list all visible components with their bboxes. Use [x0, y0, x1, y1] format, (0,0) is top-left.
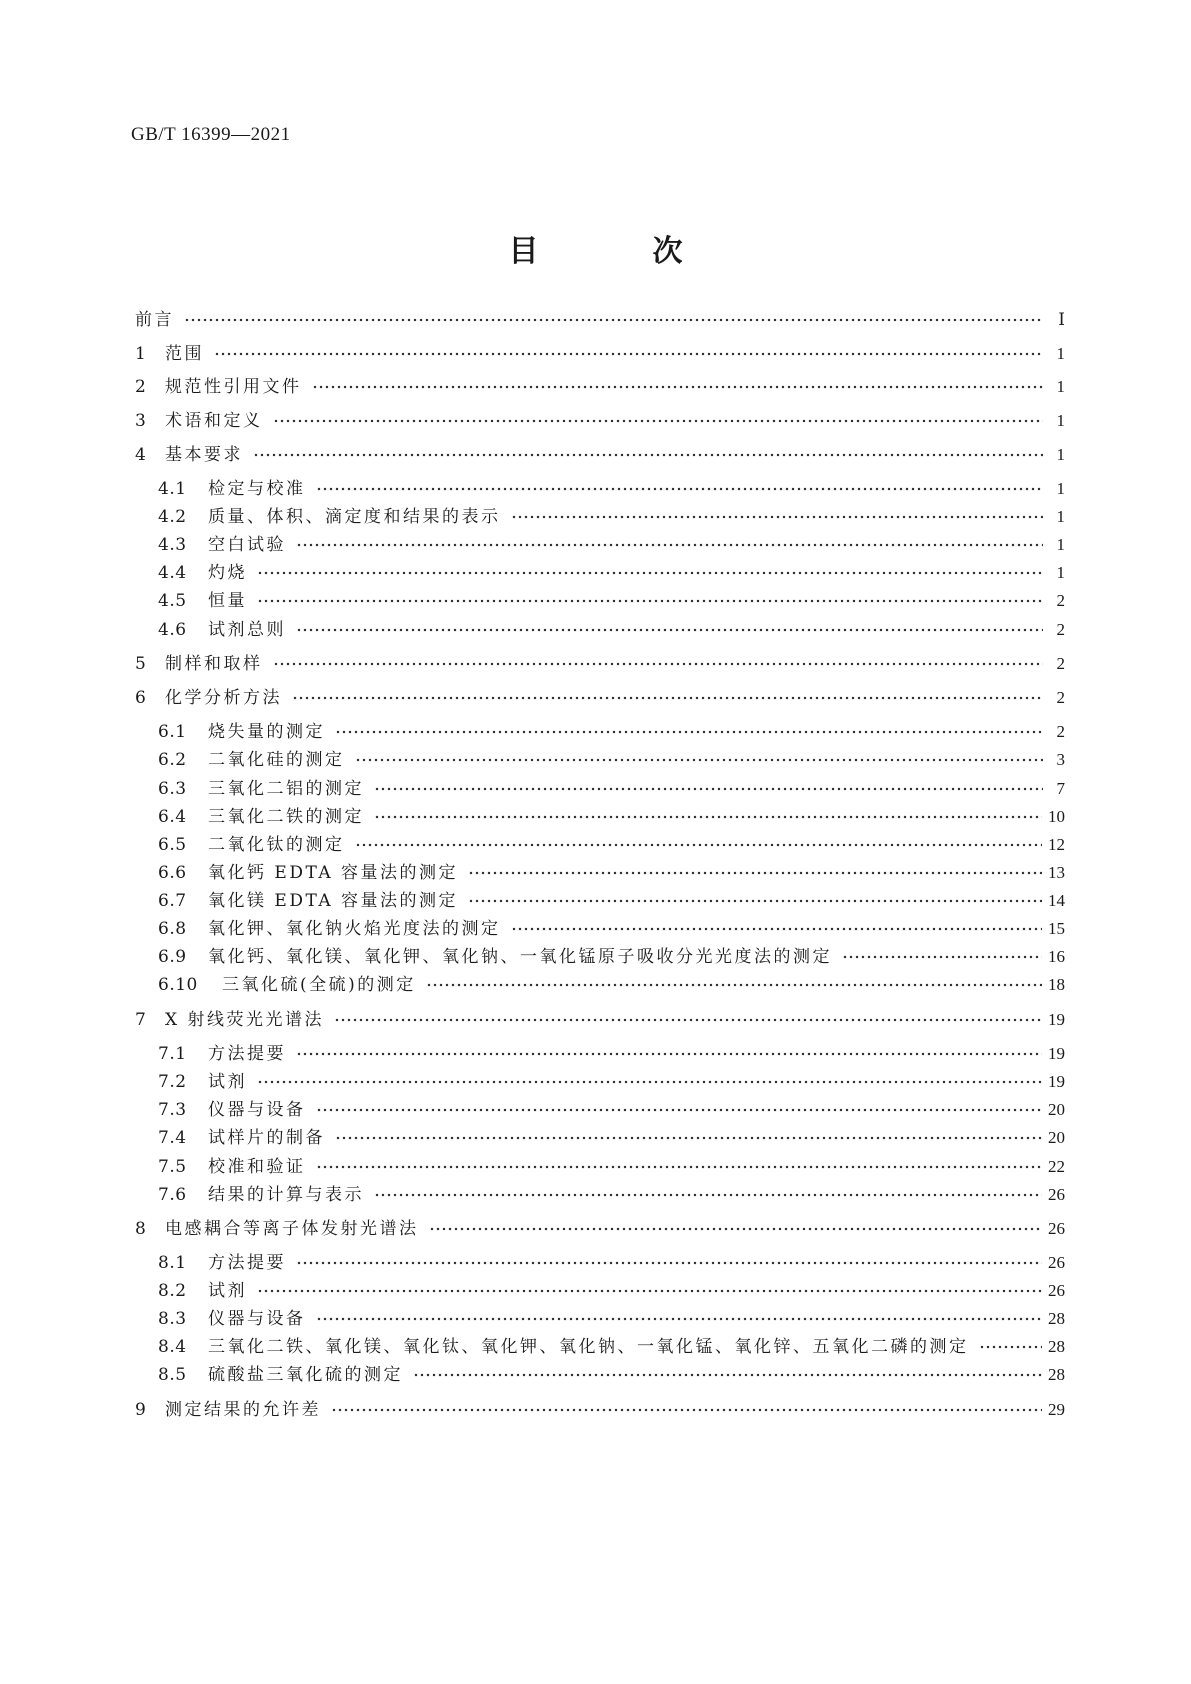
leader-dots	[316, 1313, 1043, 1325]
leader-dots	[468, 867, 1042, 879]
toc-entry-title: 恒量	[208, 591, 247, 611]
leader-dots	[331, 1404, 1042, 1416]
toc-entry-page: 20	[1048, 1128, 1065, 1147]
toc-entry-number: 7.2	[158, 1072, 187, 1092]
toc-entry[interactable]	[135, 408, 1065, 432]
toc-entry[interactable]	[135, 1216, 1065, 1240]
toc-entry-number: 6.10	[158, 975, 198, 995]
leader-dots	[374, 783, 1043, 795]
leader-dots	[468, 895, 1042, 907]
toc-entry-number: 7.4	[158, 1128, 187, 1148]
toc-entry-page: 3	[1056, 750, 1065, 769]
toc-entry-page: 29	[1048, 1400, 1065, 1419]
leader-dots	[511, 511, 1044, 523]
toc-entry-number: 4.4	[158, 563, 187, 583]
leader-dots	[253, 449, 1043, 461]
toc-entry[interactable]	[158, 888, 1065, 912]
toc-entry-page: 1	[1056, 445, 1065, 464]
toc-entry-number: 7.5	[158, 1157, 187, 1177]
toc-entry[interactable]	[158, 1250, 1065, 1274]
toc-entry-page: Ⅰ	[1058, 310, 1065, 329]
toc-entry[interactable]	[158, 776, 1065, 800]
toc-entry-number: 6.5	[158, 835, 187, 855]
toc-entry-page: 26	[1048, 1185, 1065, 1204]
toc-entry-title: 试样片的制备	[208, 1128, 325, 1148]
leader-dots	[316, 1104, 1043, 1116]
leader-dots	[426, 979, 1042, 991]
toc-entry[interactable]	[158, 804, 1065, 828]
toc-entry-page: 2	[1056, 591, 1065, 610]
leader-dots	[296, 1048, 1042, 1060]
toc-entry-page: 10	[1048, 807, 1065, 826]
toc-entry[interactable]	[158, 860, 1065, 884]
toc-entry-number: 6.3	[158, 779, 187, 799]
toc-entry-title: 方法提要	[208, 1044, 286, 1064]
leader-dots	[429, 1223, 1043, 1235]
toc-entry-title: 三氧化硫(全硫)的测定	[222, 975, 416, 995]
toc-entry-number: 6.7	[158, 891, 187, 911]
toc-entry-title: 二氧化硅的测定	[208, 750, 345, 770]
toc-entry-page: 26	[1048, 1281, 1065, 1300]
toc-entry-title: 化学分析方法	[165, 688, 282, 708]
toc-entry[interactable]	[158, 560, 1065, 584]
toc-entry-title: 灼烧	[208, 563, 247, 583]
toc-entry-number: 7.1	[158, 1044, 187, 1064]
toc-entry-number: 6.8	[158, 919, 187, 939]
toc-entry-page: 7	[1056, 779, 1065, 798]
toc-entry-page: 2	[1056, 688, 1065, 707]
leader-dots	[355, 839, 1043, 851]
toc-entry[interactable]	[158, 617, 1065, 641]
toc-entry-title: 结果的计算与表示	[208, 1185, 364, 1205]
leader-dots	[335, 726, 1043, 738]
toc-entry-title: 范围	[165, 344, 204, 364]
toc-entry-page: 19	[1048, 1072, 1065, 1091]
toc-entry-page: 1	[1056, 479, 1065, 498]
toc-entry-number: 9	[135, 1400, 147, 1420]
toc-entry-title: 仪器与设备	[208, 1309, 306, 1329]
toc-entry[interactable]	[135, 1007, 1065, 1031]
leader-dots	[214, 348, 1043, 360]
toc-entry-page: 1	[1056, 377, 1065, 396]
toc-entry-title: 氧化钙 EDTA 容量法的测定	[208, 863, 459, 883]
toc-entry[interactable]	[158, 1154, 1065, 1178]
leader-dots	[312, 381, 1044, 393]
toc-entry[interactable]	[135, 685, 1065, 709]
leader-dots	[413, 1369, 1042, 1381]
toc-entry[interactable]	[135, 307, 1065, 331]
toc-entry-page: 1	[1056, 344, 1065, 363]
table-of-contents	[135, 0, 1065, 1684]
toc-entry-title: 检定与校准	[208, 479, 306, 499]
toc-entry-page: 28	[1048, 1309, 1065, 1328]
toc-entry[interactable]	[135, 1397, 1065, 1421]
leader-dots	[257, 1076, 1042, 1088]
toc-entry-title: 制样和取样	[165, 654, 263, 674]
toc-entry[interactable]	[158, 1182, 1065, 1206]
toc-entry-number: 6.2	[158, 750, 187, 770]
leader-dots	[511, 923, 1043, 935]
toc-entry-number: 8	[135, 1219, 147, 1239]
toc-entry-number: 4.5	[158, 591, 187, 611]
toc-entry-page: 16	[1048, 947, 1065, 966]
toc-entry[interactable]	[158, 1362, 1065, 1386]
toc-entry-number: 1	[135, 344, 147, 364]
toc-entry[interactable]	[158, 504, 1065, 528]
toc-entry[interactable]	[158, 476, 1065, 500]
leader-dots	[273, 658, 1044, 670]
leader-dots	[316, 1161, 1043, 1173]
toc-entry-title: 试剂	[208, 1281, 247, 1301]
toc-entry-page: 28	[1048, 1365, 1065, 1384]
toc-entry-title: 仪器与设备	[208, 1100, 306, 1120]
toc-entry[interactable]	[135, 341, 1065, 365]
toc-entry-title: 氧化钾、氧化钠火焰光度法的测定	[208, 919, 501, 939]
toc-entry[interactable]	[135, 651, 1065, 675]
toc-entry-title: 三氧化二铁的测定	[208, 807, 364, 827]
leader-dots	[979, 1341, 1043, 1353]
toc-entry-page: 22	[1048, 1157, 1065, 1176]
toc-entry-title: 前言	[135, 310, 174, 330]
toc-entry[interactable]	[158, 972, 1065, 996]
toc-entry-number: 4.6	[158, 620, 187, 640]
toc-entry[interactable]	[158, 1278, 1065, 1302]
toc-entry-number: 4.2	[158, 507, 187, 527]
toc-entry-page: 28	[1048, 1337, 1065, 1356]
toc-entry[interactable]	[158, 832, 1065, 856]
toc-entry-number: 6.9	[158, 947, 187, 967]
toc-entry-number: 6.1	[158, 722, 187, 742]
toc-entry[interactable]	[158, 916, 1065, 940]
toc-entry-number: 4.1	[158, 479, 187, 499]
toc-entry-page: 15	[1048, 919, 1065, 938]
toc-entry-number: 3	[135, 411, 147, 431]
toc-entry-page: 19	[1048, 1044, 1065, 1063]
leader-dots	[257, 1285, 1042, 1297]
standard-number: GB/T 16399—2021	[131, 124, 291, 145]
toc-entry-page: 26	[1048, 1219, 1065, 1238]
toc-entry-title: X 射线荧光光谱法	[165, 1010, 325, 1030]
toc-entry-title: 质量、体积、滴定度和结果的表示	[208, 507, 501, 527]
toc-entry-number: 6	[135, 688, 147, 708]
toc-entry[interactable]	[158, 532, 1065, 556]
toc-entry-title: 术语和定义	[165, 411, 263, 431]
toc-entry-number: 7.6	[158, 1185, 187, 1205]
toc-entry[interactable]	[158, 1097, 1065, 1121]
leader-dots	[292, 692, 1043, 704]
leader-dots	[257, 567, 1043, 579]
toc-entry-page: 19	[1048, 1010, 1065, 1029]
toc-entry-page: 2	[1056, 722, 1065, 741]
toc-entry-title: 氧化钙、氧化镁、氧化钾、氧化钠、一氧化锰原子吸收分光光度法的测定	[208, 947, 832, 967]
toc-entry[interactable]	[158, 719, 1065, 743]
toc-entry-number: 2	[135, 377, 147, 397]
toc-entry-title: 烧失量的测定	[208, 722, 325, 742]
toc-entry-title: 硫酸盐三氧化硫的测定	[208, 1365, 403, 1385]
toc-entry-number: 7.3	[158, 1100, 187, 1120]
toc-entry-page: 2	[1056, 654, 1065, 673]
leader-dots	[296, 1257, 1042, 1269]
leader-dots	[296, 624, 1043, 636]
toc-entry-number: 8.5	[158, 1365, 187, 1385]
toc-entry-title: 基本要求	[165, 445, 243, 465]
toc-entry[interactable]	[158, 1041, 1065, 1065]
leader-dots	[184, 314, 1043, 326]
leader-dots	[374, 811, 1042, 823]
toc-entry[interactable]	[158, 1069, 1065, 1093]
toc-entry-title: 电感耦合等离子体发射光谱法	[165, 1219, 419, 1239]
toc-entry[interactable]	[135, 374, 1065, 398]
toc-entry-number: 6.4	[158, 807, 187, 827]
toc-entry-title: 规范性引用文件	[165, 377, 302, 397]
leader-dots	[842, 951, 1042, 963]
toc-entry-title: 空白试验	[208, 535, 286, 555]
toc-entry-page: 14	[1048, 891, 1065, 910]
toc-entry[interactable]	[158, 588, 1065, 612]
toc-entry-page: 12	[1048, 835, 1065, 854]
toc-entry[interactable]	[158, 1334, 1065, 1358]
toc-entry-number: 5	[135, 654, 147, 674]
toc-entry-page: 1	[1056, 507, 1065, 526]
toc-entry-number: 8.2	[158, 1281, 187, 1301]
leader-dots	[374, 1189, 1042, 1201]
toc-entry-title: 校准和验证	[208, 1157, 306, 1177]
toc-entry[interactable]	[158, 1125, 1065, 1149]
toc-entry-number: 4	[135, 445, 147, 465]
toc-entry-title: 三氧化二铁、氧化镁、氧化钛、氧化钾、氧化钠、一氧化锰、氧化锌、五氧化二磷的测定	[208, 1337, 969, 1357]
toc-entry[interactable]	[158, 1306, 1065, 1330]
toc-entry-number: 4.3	[158, 535, 187, 555]
toc-entry-title: 测定结果的允许差	[165, 1400, 321, 1420]
page-title: 目 次	[508, 234, 725, 269]
leader-dots	[316, 483, 1044, 495]
toc-entry-page: 1	[1056, 411, 1065, 430]
leader-dots	[273, 415, 1044, 427]
toc-entry-number: 8.4	[158, 1337, 187, 1357]
leader-dots	[334, 1014, 1042, 1026]
leader-dots	[257, 595, 1043, 607]
toc-entry-page: 1	[1056, 563, 1065, 582]
toc-entry-title: 试剂	[208, 1072, 247, 1092]
leader-dots	[335, 1132, 1042, 1144]
toc-entry-number: 8.1	[158, 1253, 187, 1273]
toc-entry-page: 2	[1056, 620, 1065, 639]
leader-dots	[355, 754, 1044, 766]
toc-entry-number: 6.6	[158, 863, 187, 883]
toc-entry[interactable]	[135, 442, 1065, 466]
toc-entry-title: 三氧化二铝的测定	[208, 779, 364, 799]
toc-entry-title: 试剂总则	[208, 620, 286, 640]
toc-entry-title: 二氧化钛的测定	[208, 835, 345, 855]
toc-entry[interactable]	[158, 747, 1065, 771]
toc-entry-number: 8.3	[158, 1309, 187, 1329]
leader-dots	[296, 539, 1043, 551]
toc-entry-page: 13	[1048, 863, 1065, 882]
toc-entry-page: 20	[1048, 1100, 1065, 1119]
toc-entry[interactable]	[158, 944, 1065, 968]
toc-entry-page: 1	[1056, 535, 1065, 554]
toc-entry-page: 18	[1048, 975, 1065, 994]
toc-entry-title: 方法提要	[208, 1253, 286, 1273]
toc-entry-title: 氧化镁 EDTA 容量法的测定	[208, 891, 459, 911]
toc-entry-number: 7	[135, 1010, 147, 1030]
toc-entry-page: 26	[1048, 1253, 1065, 1272]
